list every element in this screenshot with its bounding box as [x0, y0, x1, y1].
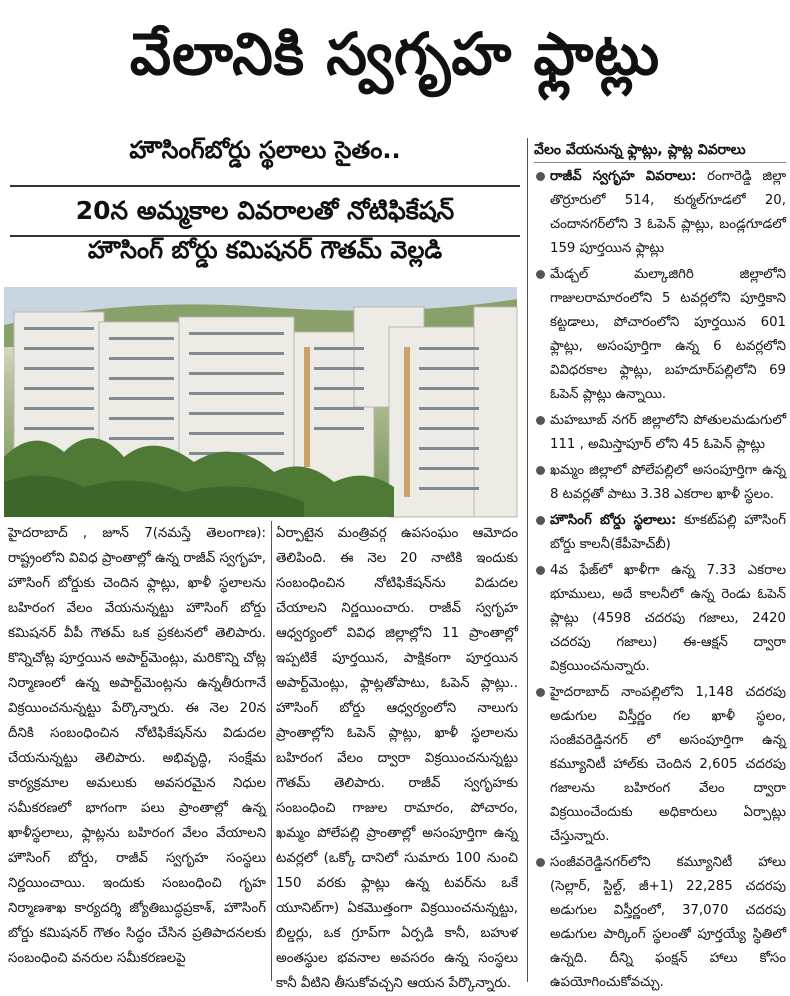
- details-sidebar: [534, 138, 786, 990]
- sidebar-item-bold: హౌసింగ్‌ బోర్డు స్థలాలు:: [550, 513, 677, 528]
- sidebar-item: [534, 559, 786, 679]
- sidebar-item: [534, 165, 786, 261]
- bullet-icon: [536, 858, 545, 867]
- bullet-icon: [536, 566, 545, 575]
- apartment-towers-photo: [4, 287, 517, 517]
- bullet-icon: [536, 416, 545, 425]
- sidebar-item: [534, 263, 786, 407]
- headline: వేలానికి స్వగృహ ఫ్లాట్లు: [129, 19, 661, 88]
- sidebar-item: [534, 409, 786, 457]
- subhead-2: 20న అమ్మకాల వివరాలతో నోటిఫికేషన్‌: [10, 185, 520, 237]
- sidebar-title: వేలం వేయనున్న ఫ్లాట్లు, ప్లాట్ల వివరాలు: [534, 138, 786, 163]
- subhead-3: హౌసింగ్‌ బోర్డు కమిషనర్‌ గౌతమ్‌ వెల్లడి: [87, 236, 443, 264]
- column-divider: [271, 521, 272, 981]
- sidebar-divider: [527, 138, 528, 982]
- sidebar-item-text: కూకట్‌పల్లి హౌసింగ్‌ బోర్డు కాలనీ(కేపీహెచ్‌బీ): [550, 513, 786, 552]
- article-column-1: హైదరాబాద్‌ , జూన్‌ 7(నమస్తే తెలంగాణ): రాష్ట్రంలోని వివిధ ప్రాంతాల్లో ఉన్న రాజీవ్‌ స్వగృహ, హౌసింగ్‌ బోర్డుకు చెందిన ఫ్లాట్లు, ఖాళీ స్థలాలను బహిరంగ వేలం వేయనున్నట్టు హౌసింగ్‌ బోర్డు కమిషనర్‌ వీపీ గౌతమ్‌ ఒక ప్రకటనలో తెలిపారు. కొన్నిచోట్ల పూర్తయిన అపార్ట్‌మెంట్లు, మరికొన్ని చోట్ల నిర్మాణంలో ఉన్న అపార్ట్‌మెంట్లను ఉన్నతీరుగానే విక్రయించనున్నట్టు పేర్కొన్నారు. ఈ నెల 20న దీనికి సంబంధించిన నోటిఫికేషన్‌ను విడుదల చేయనున్నట్టు తెలిపారు. అభివృద్ధి, సంక్షేమ కార్యక్రమాల అమలుకు అవసరమైన నిధుల సమీకరణలో భాగంగా పలు ప్రాంతాల్లో ఉన్న ఖాళీస్థలాలు, ఫ్లాట్లను బహిరంగ వేలం వేయాలని హౌసింగ్‌ బోర్డు, రాజీవ్‌ స్వగృహ సంస్థలు నిర్ణయించాయి. ఇందుకు సంబంధించి గృహ నిర్మాణశాఖ కార్యదర్శి జ్యోతిబుద్ధప్రకాశ్‌, హౌసింగ్‌ బోర్డు కమిషనర్‌ గౌతం సిద్ధం చేసిన ప్రతిపాదనలకు సంబంధించి వనరుల సమీకరణలపై: [8, 526, 266, 966]
- bullet-icon: [536, 516, 545, 525]
- article-column-2: ఏర్పాటైన మంత్రివర్గ ఉపసంఘం ఆమోదం తెలిపింది. ఈ నెల 20 నాటికి ఇందుకు సంబంధించిన నోటిఫికేషన్‌ను విడుదల చేయాలని నిర్ణయించారు. రాజీవ్‌ స్వగృహ ఆధ్వర్యంలో వివిధ జిల్లాల్లోని 11 ప్రాంతాల్లో ఇప్పటికే పూర్తయిన, పాక్షికంగా పూర్తయిన అపార్ట్‌మెంట్లు, ఫ్లాట్లతోపాటు, ఓపెన్‌ ప్లాట్లు.. హౌసింగ్‌ బోర్డు ఆధ్వర్యంలోని నాలుగు ప్రాంతాల్లోని ఓపెన్‌ ప్లాట్లు, ఖాళీ స్థలాలను బహిరంగ వేలం ద్వారా విక్రయించనున్నట్టు గౌతమ్‌ తెలిపారు. రాజీవ్‌ స్వగృహకు సంబంధించి గాజుల రామారం, పోచారం, ఖమ్మం పోలేపల్లి ప్రాంతాల్లో అసంపూర్తిగా ఉన్న టవర్లలో (ఒక్కో దానిలో సుమారు 100 నుంచి 150 వరకు ఫ్లాట్లు ఉన్న టవర్‌ను ఒకే యూనిట్‌గా) ఏకమొత్తంగా విక్రయించనున్నట్టు, బిల్డర్లు, ఒక గ్రూప్‌గా ఏర్పడి కానీ, బహుళ అంతస్థుల భవనాల అవసరం ఉన్న సంస్థలు కానీ వీటిని తీసుకోవచ్చని ఆయన పేర్కొన్నారు.: [276, 526, 518, 991]
- bullet-icon: [536, 270, 545, 279]
- sidebar-item-text: సంజీవరెడ్డినగర్‌లోని కమ్యూనిటీ హాలు (సెల్లార్‌, స్టిల్ట్‌, జీ+1) 22,285 చదరపు అడుగుల విస్తీర్ణంలో, 37,070 చదరపు అడుగుల పార్కింగ్‌ స్థలంతో పూర్తయ్యే స్థితిలో ఉన్నది. దీన్ని ఫంక్షన్‌ హాలు కోసం ఉపయోగించుకోవచ్చు.: [550, 855, 786, 990]
- bullet-icon: [536, 688, 545, 697]
- sidebar-item-text: రంగారెడ్డి జిల్లా తొర్రూరులో 514, కుర్మల్‌గూడలో 20, చందానగర్‌లోని 3 ఓపెన్‌ ప్లాట్లు, బండ్లగూడలో 159 పూర్తయిన ఫ్లాట్లు: [550, 169, 786, 256]
- sidebar-item: [534, 509, 786, 557]
- sidebar-item: [534, 459, 786, 507]
- sidebar-item-text: హైదరాబాద్‌ నాంపల్లిలోని 1,148 చదరపు అడుగుల విస్తీర్ణం గల ఖాళీ స్థలం, సంజీవరెడ్డినగర్‌ లో అసంపూర్తిగా ఉన్న కమ్యూనిటీ హాల్‌కు చెందిన 2,605 చదరపు గజాలను బహిరంగ వేలం ద్వారా విక్రయించేందుకు అధికారులు ఏర్పాట్లు చేస్తున్నారు.: [550, 685, 786, 844]
- sidebar-item: [534, 851, 786, 995]
- sidebar-item-text: ఖమ్మం జిల్లాలో పోలేపల్లిలో అసంపూర్తిగా ఉన్న 8 టవర్లతో పాటు 3.38 ఎకరాల ఖాళీ స్థలం.: [550, 463, 786, 502]
- subhead-1: హౌసింగ్‌బోర్డు స్థలాలు సైతం..: [129, 136, 401, 164]
- bullet-icon: [536, 172, 545, 181]
- sidebar-item-text: మహబూబ్‌ నగర్‌ జిల్లాలోని పోతులమడుగులో 111 , అమిస్తాపూర్‌ లోని 45 ఓపెన్‌ ప్లాట్లు: [550, 413, 786, 452]
- sidebar-item-text: 4వ ఫేజ్‌లో ఖాళీగా ఉన్న 7.33 ఎకరాల భూములు, అదే కాలనీలో ఉన్న రెండు ఓపెన్‌ ప్లాట్లు (4598 చదరపు గజాలు, 2420 చదరపు గజాలు) ఈ-ఆక్షన్‌ ద్వారా విక్రయించనున్నారు.: [550, 563, 786, 674]
- sidebar-item-bold: రాజీవ్‌ స్వగృహ వివరాలు:: [550, 169, 697, 184]
- sidebar-item-text: మేడ్చల్‌ మల్కాజిగిరి జిల్లాలోని గాజులరామారంలోని 5 టవర్లలోని పూర్తికాని కట్టడాలు, పోచారంలోని పూర్తయిన 601 ఫ్లాట్లు, అసంపూర్తిగా ఉన్న 6 టవర్లలోని వివిధరకాల ఫ్లాట్లు, బహదూర్‌పల్లిలోని 69 ఓపెన్‌ ప్లాట్లు ఉన్నాయి.: [550, 267, 786, 402]
- bullet-icon: [536, 466, 545, 475]
- apartment-towers-illustration: [4, 287, 517, 517]
- sidebar-item: [534, 681, 786, 849]
